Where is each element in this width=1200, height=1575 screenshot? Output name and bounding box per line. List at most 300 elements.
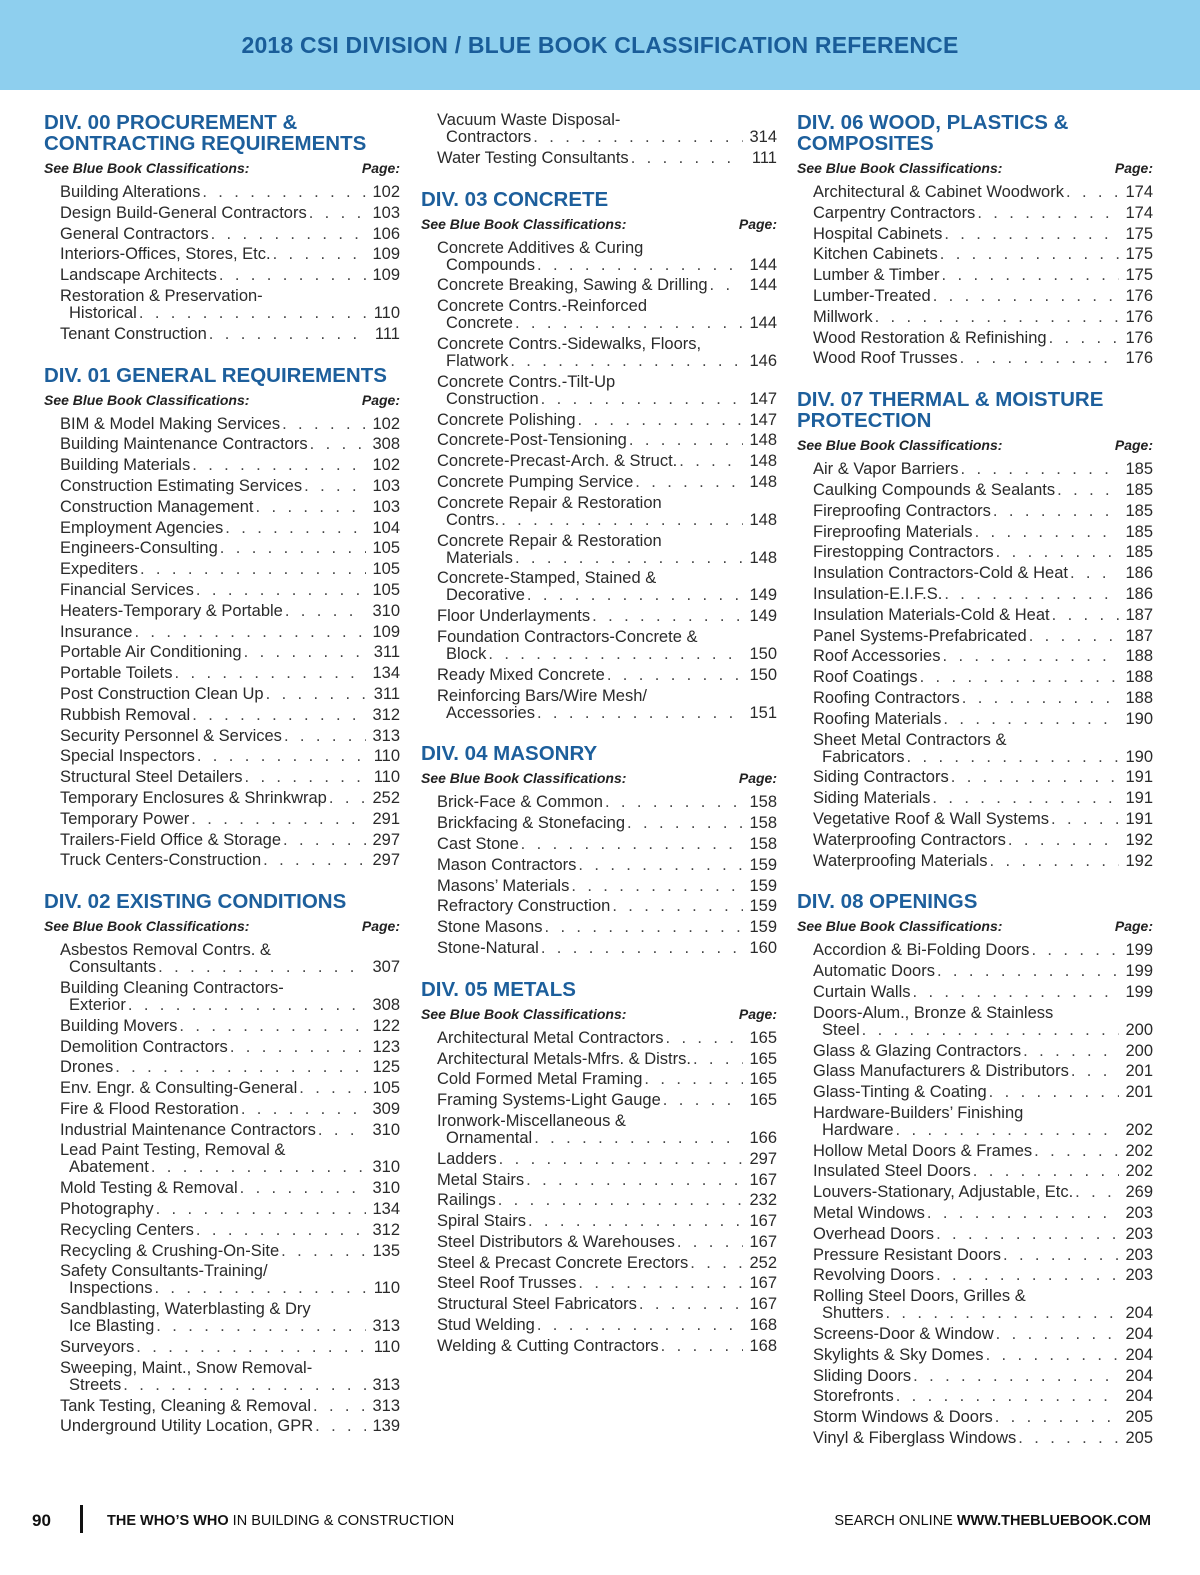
classification-entry[interactable] — [797, 482, 1153, 499]
entry-row — [813, 690, 1153, 707]
classification-entry[interactable] — [421, 1317, 777, 1334]
classification-entry[interactable] — [797, 832, 1153, 849]
entry-page: 176 — [1125, 307, 1153, 326]
entry-page: 167 — [749, 1274, 777, 1293]
classification-entry[interactable] — [44, 520, 400, 537]
subheader-page-label: Page: — [738, 1005, 777, 1022]
classification-entry[interactable] — [797, 524, 1153, 541]
classification-entry[interactable] — [797, 607, 1153, 624]
entry-name: Vinyl & Fiberglass Windows — [813, 1429, 1017, 1448]
entry-name: Fire & Flood Restoration — [60, 1099, 239, 1118]
division-section — [421, 743, 777, 957]
dot-leader — [885, 1305, 1119, 1322]
classification-entry[interactable] — [797, 350, 1153, 367]
classification-entry[interactable] — [797, 790, 1153, 807]
entry-page: 188 — [1125, 668, 1153, 687]
classification-entry[interactable] — [44, 246, 400, 263]
entry-name: Building Materials — [60, 456, 191, 475]
entry-page: 297 — [749, 1149, 777, 1168]
classification-entry[interactable] — [421, 1275, 777, 1292]
classification-entry[interactable] — [797, 226, 1153, 243]
entry-row — [813, 184, 1153, 201]
classification-entry[interactable] — [44, 226, 400, 243]
website-url: WWW.THEBLUEBOOK.COM — [956, 1513, 1151, 1529]
classification-entry[interactable] — [797, 628, 1153, 645]
entry-page: 190 — [1125, 709, 1153, 728]
dot-leader — [501, 512, 743, 529]
entry-name: Expediters — [60, 560, 138, 579]
entry-name: Restoration & Preservation- — [60, 286, 263, 305]
classification-entry[interactable] — [44, 1080, 400, 1097]
entry-page: 105 — [372, 560, 400, 579]
classification-entry[interactable] — [421, 1192, 777, 1209]
classification-entry[interactable] — [797, 205, 1153, 222]
classification-entry[interactable] — [797, 586, 1153, 603]
classification-entry[interactable] — [421, 1255, 777, 1272]
classification-entry[interactable] — [421, 1051, 777, 1068]
classification-entry[interactable] — [44, 457, 400, 474]
dot-leader — [1003, 1247, 1119, 1264]
classification-entry[interactable] — [797, 963, 1153, 980]
dot-leader — [521, 836, 743, 853]
entry-page: 111 — [374, 324, 400, 343]
classification-entry[interactable] — [421, 1296, 777, 1313]
entry-name: Drones — [60, 1058, 114, 1077]
classification-entry[interactable] — [421, 815, 777, 832]
classification-entry[interactable] — [44, 326, 400, 343]
entry-page: 122 — [372, 1016, 400, 1035]
entry-name: Architectural & Cabinet Woodwork — [813, 183, 1064, 201]
classification-entry[interactable] — [44, 416, 400, 433]
classification-entry[interactable] — [44, 1059, 400, 1076]
classification-entry[interactable] — [44, 478, 400, 495]
entry-name: Lumber & Timber — [813, 266, 940, 285]
classification-entry[interactable] — [44, 582, 400, 599]
entry-name: Screens-Door & Window — [813, 1325, 994, 1344]
classification-entry[interactable] — [797, 184, 1153, 201]
classification-entry[interactable] — [421, 608, 777, 625]
entry-name: Rubbish Removal — [60, 705, 191, 724]
entry-page: 203 — [1125, 1204, 1153, 1223]
entry-name-continued: Steel — [822, 1020, 860, 1039]
classification-entry[interactable] — [797, 267, 1153, 284]
entry-row — [437, 474, 777, 491]
dot-leader — [510, 353, 743, 370]
entry-name: Construction Estimating Services — [60, 476, 303, 495]
dot-leader — [631, 150, 743, 167]
division-section — [44, 365, 400, 870]
entry-row — [813, 711, 1153, 728]
classification-entry[interactable] — [44, 1018, 400, 1035]
dot-leader — [913, 1368, 1119, 1385]
dot-leader — [996, 1326, 1119, 1343]
dot-leader — [240, 1180, 366, 1197]
dot-leader — [663, 1092, 743, 1109]
classification-entry[interactable] — [421, 112, 777, 146]
classification-entry[interactable] — [44, 748, 400, 765]
entry-row — [437, 1275, 777, 1292]
dot-leader — [136, 1339, 366, 1356]
classification-entry[interactable] — [421, 533, 777, 567]
classification-entry[interactable] — [44, 790, 400, 807]
dot-leader — [211, 226, 366, 243]
classification-entry[interactable] — [44, 942, 400, 976]
entry-row — [813, 350, 1153, 367]
classification-entry[interactable] — [797, 1347, 1153, 1364]
classification-entry[interactable] — [44, 624, 400, 641]
entry-row — [813, 1267, 1153, 1284]
entry-row — [813, 1205, 1153, 1222]
entry-name-continued: Consultants — [69, 958, 157, 977]
entry-name-continued: Decorative — [446, 586, 525, 605]
classification-entry[interactable] — [797, 1226, 1153, 1243]
entry-row — [437, 667, 777, 684]
classification-entry[interactable] — [797, 330, 1153, 347]
entry-name: Concrete Repair & Restoration — [437, 531, 662, 550]
classification-entry[interactable] — [797, 1084, 1153, 1101]
classification-entry[interactable] — [44, 1222, 400, 1239]
entry-page: 144 — [749, 276, 777, 295]
division-section — [421, 112, 777, 167]
classification-entry[interactable] — [797, 288, 1153, 305]
subheader-label: See Blue Book Classifications: — [421, 770, 627, 787]
classification-entry[interactable] — [797, 1267, 1153, 1284]
dot-leader — [304, 478, 366, 495]
classification-entry[interactable] — [421, 1071, 777, 1088]
entry-name: Air & Vapor Barriers — [813, 460, 959, 479]
classification-subheader — [44, 392, 400, 408]
entry-name: Rolling Steel Doors, Grilles & — [813, 1287, 1026, 1306]
classification-entry[interactable] — [44, 499, 400, 516]
entry-name-continued: Contrs. — [446, 510, 500, 529]
entry-page: 203 — [1125, 1224, 1153, 1243]
entry-name: Engineers-Consulting — [60, 539, 218, 558]
entry-name: Stone-Natural — [437, 938, 539, 957]
entry-name: Curtain Walls — [813, 982, 911, 1001]
entry-row — [813, 1347, 1153, 1364]
classification-entry[interactable] — [44, 184, 400, 201]
dot-leader — [607, 667, 743, 684]
classification-entry[interactable] — [797, 811, 1153, 828]
entry-row — [813, 669, 1153, 686]
classification-entry[interactable] — [797, 1326, 1153, 1343]
website-link[interactable] — [834, 1513, 1151, 1529]
classification-entry[interactable] — [421, 898, 777, 915]
classification-entry[interactable] — [421, 1338, 777, 1355]
entry-name: Millwork — [813, 307, 873, 326]
dot-leader — [1049, 330, 1119, 347]
entry-row — [813, 1247, 1153, 1264]
dot-leader — [990, 853, 1119, 870]
subheader-label: See Blue Book Classifications: — [797, 918, 1003, 935]
entry-row — [437, 898, 777, 915]
classification-entry[interactable] — [44, 436, 400, 453]
dot-leader — [937, 963, 1119, 980]
section-gap — [421, 171, 777, 189]
classification-entry[interactable] — [797, 769, 1153, 786]
classification-entry[interactable] — [44, 728, 400, 745]
dot-leader — [936, 1226, 1119, 1243]
entry-name-continued: Inspections — [69, 1279, 153, 1298]
classification-entry[interactable] — [797, 669, 1153, 686]
dot-leader — [605, 794, 743, 811]
entry-page: 144 — [749, 255, 777, 274]
entry-name: Recycling & Crushing-On-Site — [60, 1241, 280, 1260]
entry-name: Tank Testing, Cleaning & Removal — [60, 1396, 311, 1415]
classification-entry[interactable] — [797, 503, 1153, 520]
classification-entry[interactable] — [421, 629, 777, 663]
classification-entry[interactable] — [797, 1063, 1153, 1080]
classification-entry[interactable] — [44, 1263, 400, 1297]
dot-leader — [123, 1377, 366, 1394]
classification-entry[interactable] — [44, 811, 400, 828]
classification-entry[interactable] — [797, 1184, 1153, 1201]
dot-leader — [612, 898, 743, 915]
classification-entry[interactable] — [421, 570, 777, 604]
classification-entry[interactable] — [797, 1143, 1153, 1160]
dot-leader — [975, 524, 1119, 541]
entry-name: Cast Stone — [437, 834, 519, 853]
classification-entry[interactable] — [421, 940, 777, 957]
entry-row — [437, 1255, 777, 1272]
entry-row — [437, 353, 777, 370]
dot-leader — [533, 129, 743, 146]
classification-entry[interactable] — [421, 878, 777, 895]
classification-entry[interactable] — [797, 565, 1153, 582]
classification-entry[interactable] — [797, 1368, 1153, 1385]
classification-entry[interactable] — [421, 298, 777, 332]
entry-page: 111 — [751, 148, 777, 167]
dot-leader — [230, 1039, 366, 1056]
entry-page: 191 — [1125, 768, 1153, 787]
classification-entry[interactable] — [797, 309, 1153, 326]
entry-row — [60, 624, 400, 641]
classification-entry[interactable] — [44, 540, 400, 557]
classification-entry[interactable] — [421, 412, 777, 429]
entry-name: Concrete Repair & Restoration — [437, 493, 662, 512]
classification-entry[interactable] — [421, 150, 777, 167]
classification-entry[interactable] — [421, 1172, 777, 1189]
dot-leader — [996, 544, 1119, 561]
classification-entry[interactable] — [421, 277, 777, 294]
classification-entry[interactable] — [797, 1430, 1153, 1447]
entry-page: 307 — [372, 958, 400, 977]
classification-entry[interactable] — [421, 374, 777, 408]
entry-row — [60, 1377, 400, 1394]
entry-name: BIM & Model Making Services — [60, 414, 281, 433]
subheader-label: See Blue Book Classifications: — [44, 918, 250, 935]
entry-row — [60, 1201, 400, 1218]
entry-page: 123 — [372, 1037, 400, 1056]
classification-entry[interactable] — [421, 667, 777, 684]
entry-page: 310 — [372, 1179, 400, 1198]
classification-entry[interactable] — [44, 1201, 400, 1218]
entry-row — [813, 1122, 1153, 1139]
classification-entry[interactable] — [44, 1142, 400, 1176]
entry-name: Concrete Additives & Curing — [437, 238, 644, 257]
classification-entry[interactable] — [44, 1339, 400, 1356]
column-1 — [44, 112, 400, 1439]
classification-entry[interactable] — [44, 267, 400, 284]
entry-name: Construction Management — [60, 497, 254, 516]
classification-entry[interactable] — [421, 495, 777, 529]
entry-row — [437, 1092, 777, 1109]
classification-entry[interactable] — [44, 1101, 400, 1118]
classification-entry[interactable] — [44, 707, 400, 724]
entry-page: 199 — [1125, 941, 1153, 960]
classification-entry[interactable] — [44, 1180, 400, 1197]
entry-row — [60, 1339, 400, 1356]
classification-entry[interactable] — [44, 603, 400, 620]
classification-entry[interactable] — [44, 1301, 400, 1335]
classification-entry[interactable] — [797, 984, 1153, 1001]
classification-entry[interactable] — [797, 1163, 1153, 1180]
entry-name: Brick-Face & Common — [437, 793, 603, 812]
entry-row — [60, 748, 400, 765]
classification-entry[interactable] — [797, 1247, 1153, 1264]
classification-entry[interactable] — [421, 1092, 777, 1109]
classification-entry[interactable] — [421, 688, 777, 722]
classification-entry[interactable] — [797, 711, 1153, 728]
entry-row — [60, 226, 400, 243]
dot-leader — [1008, 832, 1119, 849]
column-2 — [421, 112, 777, 1359]
classification-entry[interactable] — [797, 544, 1153, 561]
entry-page: 150 — [749, 665, 777, 684]
classification-entry[interactable] — [44, 561, 400, 578]
entry-name: Hospital Cabinets — [813, 224, 943, 243]
classification-entry[interactable] — [44, 288, 400, 322]
classification-entry[interactable] — [797, 246, 1153, 263]
entry-name: Surveyors — [60, 1338, 135, 1357]
classification-entry[interactable] — [797, 690, 1153, 707]
division-heading: DIV. 08 OPENINGS — [797, 890, 978, 914]
classification-entry[interactable] — [44, 1418, 400, 1435]
entry-name: Steel Roof Trusses — [437, 1274, 577, 1293]
entry-name: Accordion & Bi-Folding Doors — [813, 941, 1030, 960]
classification-entry[interactable] — [44, 205, 400, 222]
dot-leader — [488, 646, 743, 663]
entry-page: 110 — [373, 768, 400, 787]
dot-leader — [175, 665, 366, 682]
entry-page: 201 — [1125, 1062, 1153, 1081]
classification-entry[interactable] — [44, 644, 400, 661]
entry-name-continued: Shutters — [822, 1304, 884, 1323]
entry-page: 148 — [749, 548, 777, 567]
entry-name-continued: Abatement — [69, 1158, 149, 1177]
classification-entry[interactable] — [421, 1030, 777, 1047]
subheader-page-label: Page: — [361, 160, 400, 176]
classification-subheader — [797, 160, 1153, 176]
entry-row — [60, 1080, 400, 1097]
classification-entry[interactable] — [44, 1398, 400, 1415]
classification-entry[interactable] — [797, 461, 1153, 478]
entry-row — [813, 1368, 1153, 1385]
entry-name: Insulated Steel Doors — [813, 1162, 971, 1181]
entry-row — [813, 205, 1153, 222]
entry-name: Temporary Enclosures & Shrinkwrap — [60, 788, 327, 807]
entry-name: Roofing Contractors — [813, 688, 960, 707]
dot-leader — [690, 1255, 743, 1272]
classification-entry[interactable] — [44, 769, 400, 786]
classification-entry[interactable] — [797, 1205, 1153, 1222]
entry-row — [60, 1159, 400, 1176]
classification-entry[interactable] — [421, 857, 777, 874]
entry-name: Vacuum Waste Disposal- — [437, 111, 621, 129]
classification-subheader — [421, 216, 777, 232]
classification-entry[interactable] — [421, 1113, 777, 1147]
classification-entry[interactable] — [44, 1122, 400, 1139]
entry-page: 165 — [749, 1028, 777, 1047]
entry-row — [60, 184, 400, 201]
classification-entry[interactable] — [44, 665, 400, 682]
dot-leader — [962, 690, 1119, 707]
classification-entry[interactable] — [44, 1039, 400, 1056]
entry-page: 109 — [372, 266, 400, 285]
classification-entry[interactable] — [421, 336, 777, 370]
entry-name: Automatic Doors — [813, 962, 935, 981]
classification-entry[interactable] — [421, 836, 777, 853]
classification-entry[interactable] — [797, 732, 1153, 766]
dot-leader — [644, 1071, 743, 1088]
classification-entry[interactable] — [797, 1043, 1153, 1060]
classification-entry[interactable] — [421, 794, 777, 811]
entry-name: Hardware-Builders’ Finishing — [813, 1103, 1024, 1122]
dot-leader — [283, 832, 366, 849]
entry-page: 167 — [749, 1212, 777, 1231]
classification-entry[interactable] — [44, 686, 400, 703]
classification-entry[interactable] — [421, 240, 777, 274]
classification-entry[interactable] — [797, 853, 1153, 870]
entry-name: Spiral Stairs — [437, 1212, 526, 1231]
entry-row — [437, 150, 777, 167]
classification-entry[interactable] — [421, 1213, 777, 1230]
classification-entry[interactable] — [421, 1151, 777, 1168]
entry-page: 202 — [1125, 1162, 1153, 1181]
classification-entry[interactable] — [797, 1005, 1153, 1039]
entry-row — [437, 512, 777, 529]
classification-entry[interactable] — [44, 832, 400, 849]
dot-leader — [537, 705, 743, 722]
classification-entry[interactable] — [797, 648, 1153, 665]
classification-entry[interactable] — [44, 852, 400, 869]
classification-entry[interactable] — [421, 919, 777, 936]
classification-entry[interactable] — [797, 1105, 1153, 1139]
entry-row — [60, 811, 400, 828]
dot-leader — [281, 1243, 366, 1260]
classification-entry[interactable] — [421, 1234, 777, 1251]
classification-entry[interactable] — [44, 980, 400, 1014]
subheader-label: See Blue Book Classifications: — [421, 1005, 627, 1022]
classification-entry[interactable] — [797, 1288, 1153, 1322]
entry-row — [60, 603, 400, 620]
classification-entry[interactable] — [797, 942, 1153, 959]
entry-page: 190 — [1125, 747, 1153, 766]
entry-row — [813, 330, 1153, 347]
classification-entry[interactable] — [44, 1360, 400, 1394]
dot-leader — [284, 728, 366, 745]
classification-entry[interactable] — [421, 432, 777, 449]
dot-leader — [544, 919, 743, 936]
entry-row — [437, 1151, 777, 1168]
classification-entry[interactable] — [44, 1243, 400, 1260]
entry-page: 204 — [1125, 1366, 1153, 1385]
classification-entry[interactable] — [797, 1388, 1153, 1405]
classification-entry[interactable] — [797, 1409, 1153, 1426]
publication-name — [107, 1513, 454, 1529]
classification-entry[interactable] — [421, 453, 777, 470]
classification-entry[interactable] — [421, 474, 777, 491]
